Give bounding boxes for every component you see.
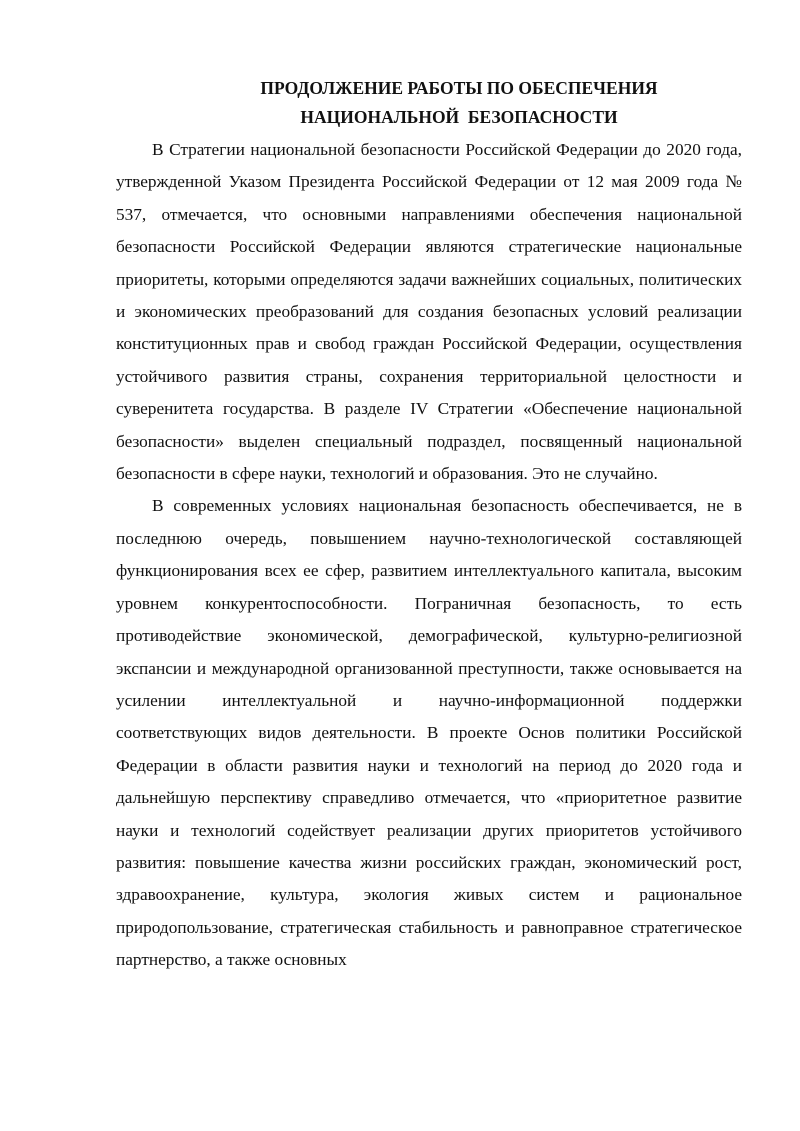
- document-title: [116, 74, 742, 132]
- paragraph-2: В современных условиях национальная безопасность обеспечивается, не в последнюю очередь, повышением научно-технологической составляющей функционирования всех ее сфер, развитием интеллектуального капитала, высоким уровнем конкурентоспособности. Пограничная безопасность, то есть противодействие экономической, демографической, культурно-религиозной экспансии и международной организованной преступности, также основывается на усилении интеллектуальной и научно-информационной поддержки соответствующих видов деятельности. В проекте Основ политики Российской Федерации в области развития науки и технологий на период до 2020 года и дальнейшую перспективу справедливо отмечается, что «приоритетное развитие науки и технологий содействует реализации других приоритетов устойчивого развития: повышение качества жизни российских граждан, экономический рост, здравоохранение, культура, экология живых систем и рациональное природопользование, стратегическая стабильность и равноправное стратегическое партнерство, а также основных: [116, 496, 742, 970]
- document-page: [116, 74, 742, 977]
- title-line-1: ПРОДОЛЖЕНИЕ РАБОТЫ ПО ОБЕСПЕЧЕНИЯ: [260, 78, 658, 98]
- paragraph-1: В Стратегии национальной безопасности Российской Федерации до 2020 года, утвержденной Указом Президента Российской Федерации от 12 мая 2009 года № 537, отмечается, что основными направлениями обеспечения национальной безопасности Российской Федерации являются стратегические национальные приоритеты, которыми определяются задачи важнейших социальных, политических и экономических преобразований для создания безопасных условий реализации конституционных прав и свобод граждан Российской Федерации, осуществления устойчивого развития страны, сохранения территориальной целостности и суверенитета государства. В разделе IV Стратегии «Обеспечение национальной безопасности» выделен специальный подраздел, посвященный национальной безопасности в сфере науки, технологий и образования. Это не случайно.: [116, 140, 742, 484]
- title-line-2: НАЦИОНАЛЬНОЙ БЕЗОПАСНОСТИ: [300, 107, 618, 127]
